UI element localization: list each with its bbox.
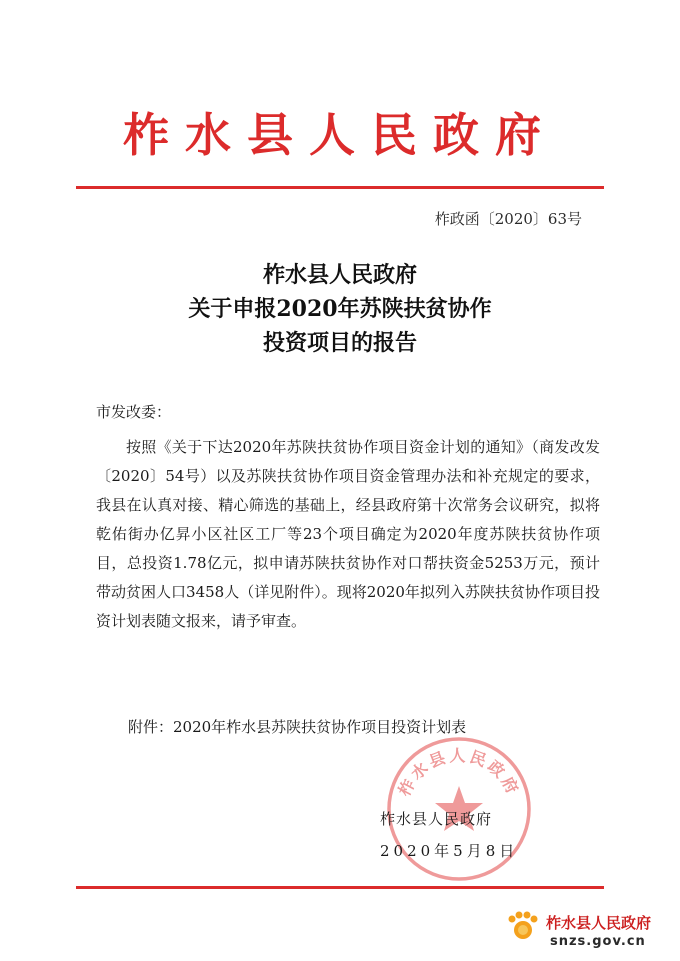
signature-date: 2020年5月8日 — [380, 842, 519, 860]
footer-watermark[interactable] — [506, 906, 676, 958]
signer-name: 柞水县人民政府 — [380, 810, 493, 828]
document-title-line-1: 柞水县人民政府 — [262, 262, 417, 288]
document-title — [0, 258, 680, 360]
seal-text: 柞水县人民政府 — [394, 746, 524, 800]
footer-divider — [76, 886, 604, 889]
footer-url-link[interactable]: snzs.gov.cn — [550, 934, 646, 949]
attachment-line: 附件：2020年柞水县苏陕扶贫协作项目投资计划表 — [128, 718, 467, 736]
sun-paw-logo-icon — [506, 910, 540, 944]
document-title-line-2: 关于申报2020年苏陕扶贫协作 — [188, 296, 492, 322]
letterhead-title: 柞水县人民政府 — [123, 108, 557, 162]
body-paragraph: 按照《关于下达2020年苏陕扶贫协作项目资金计划的通知》（商发改发〔2020〕54号）以及苏陕扶贫协作项目资金管理办法和补充规定的要求，我县在认真对接、精心筛选的基础上，经县政府第十次常务会议研究，拟将乾佑街办亿昇小区社区工厂等23个项目确定为2020年度苏陕扶贫协作项目，总投资1.78亿元，拟申请苏陕扶贫协作对口帮扶资金5253万元，预计带动贫困人口3458人（详见附件）。现将2020年拟列入苏陕扶贫协作项目投资计划表随文报来，请予审查。 — [96, 438, 600, 630]
salutation: 市发改委： — [96, 403, 172, 421]
footer-site-name: 柞水县人民政府 — [546, 914, 652, 932]
document-number: 柞政函〔2020〕63号 — [434, 210, 582, 228]
document-title-line-3: 投资项目的报告 — [262, 330, 417, 356]
letterhead-divider — [76, 186, 604, 189]
